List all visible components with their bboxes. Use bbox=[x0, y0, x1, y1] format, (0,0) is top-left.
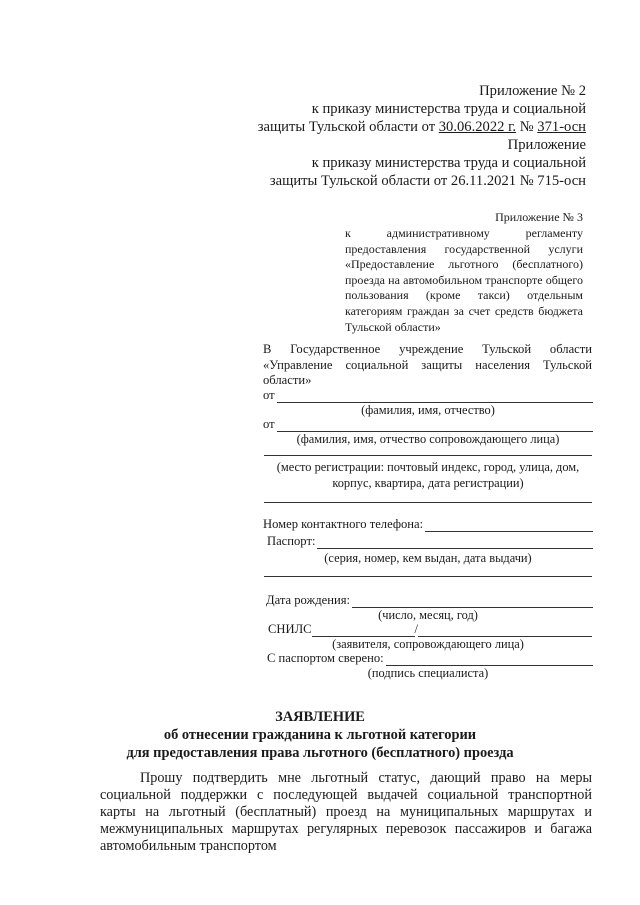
appendix-line2: к приказу министерства труда и социальной bbox=[311, 155, 586, 171]
statement-subtitle-1: об отнесении гражданина к льготной категории bbox=[163, 727, 477, 743]
statement-body: Прошу подтвердить мне льготный статус, дающий право на меры социальной поддержки с последующей выдачей социальной транспортной карты на льготный (бесплатный) проезд на муниципальных маршрутах и межмуниципальных маршрутах регулярных перевозок пассажиров и багажа автомобильным транспортом bbox=[100, 770, 592, 854]
statement-subtitle-2: для предоставления права льготного (бесплатного) проезда bbox=[126, 745, 514, 761]
from-field[interactable] bbox=[263, 388, 593, 403]
from-label: от bbox=[263, 388, 275, 402]
birth-label: Дата рождения: bbox=[266, 593, 350, 607]
snils-label: СНИЛС bbox=[268, 622, 312, 636]
hint-snils: (заявителя, сопровождающего лица) bbox=[332, 637, 524, 651]
appendix2-number-prefix: № bbox=[516, 119, 538, 135]
appendix-title: Приложение bbox=[507, 137, 586, 153]
birth-line[interactable] bbox=[352, 595, 593, 608]
phone-label: Номер контактного телефона: bbox=[263, 517, 424, 531]
snils-field[interactable] bbox=[268, 622, 592, 637]
from2-label: от bbox=[263, 417, 275, 431]
snils-applicant-line[interactable] bbox=[312, 624, 415, 637]
snils-separator: / bbox=[414, 622, 419, 636]
address-line-1[interactable] bbox=[264, 455, 592, 456]
appendix2-date: 30.06.2022 г. bbox=[438, 119, 517, 135]
passport-line-2[interactable] bbox=[264, 576, 592, 577]
from2-line[interactable] bbox=[277, 419, 593, 432]
from-companion-field[interactable] bbox=[263, 417, 593, 432]
passport-field[interactable] bbox=[267, 534, 593, 549]
hint-birth: (число, месяц, год) bbox=[378, 608, 478, 622]
birth-date-field[interactable] bbox=[266, 593, 593, 608]
appendix2-line3-prefix: защиты Тульской области от bbox=[257, 119, 439, 135]
appendix2-header bbox=[258, 82, 586, 190]
appendix3-text-block bbox=[345, 226, 583, 335]
hint-signature: (подпись специалиста) bbox=[367, 666, 489, 680]
verified-line[interactable] bbox=[386, 653, 593, 666]
statement-title: ЗАЯВЛЕНИЕ bbox=[275, 709, 365, 725]
snils-companion-line[interactable] bbox=[418, 624, 592, 637]
address-line-2[interactable] bbox=[264, 502, 592, 503]
appendix3-text: предоставления государственной услуги «Предоставление льготного (бесплатного) проезда на автомобильном транспорте общего пользования (кроме такси) отдельным категориям граждан за счет средств бюджета Тульской области» bbox=[345, 241, 583, 334]
passport-label: Паспорт: bbox=[267, 534, 316, 548]
appendix2-line2: к приказу министерства труда и социальной bbox=[311, 101, 586, 117]
appendix3-line1: к административному регламенту bbox=[345, 226, 583, 240]
verified-field[interactable] bbox=[267, 651, 593, 666]
phone-line[interactable] bbox=[425, 519, 593, 532]
appendix2-line3 bbox=[258, 118, 586, 136]
passport-line[interactable] bbox=[317, 536, 593, 549]
addressee-text: В Государственное учреждение Тульской области «Управление социальной защиты населения Тульской области» bbox=[263, 342, 592, 388]
appendix3-title: Приложение № 3 bbox=[495, 210, 583, 224]
hint-passport: (серия, номер, кем выдан, дата выдачи) bbox=[324, 551, 532, 565]
from-line[interactable] bbox=[277, 390, 593, 403]
hint-address-1: (место регистрации: почтовый индекс, город, улица, дом, bbox=[276, 460, 580, 474]
hint-fio-companion: (фамилия, имя, отчество сопровождающего лица) bbox=[296, 432, 560, 446]
appendix2-number: 371-осн bbox=[537, 119, 586, 135]
verified-label: С паспортом сверено: bbox=[267, 651, 384, 665]
appendix-line3: защиты Тульской области от 26.11.2021 № 715-осн bbox=[269, 173, 586, 189]
hint-address-2: корпус, квартира, дата регистрации) bbox=[332, 476, 524, 490]
phone-field[interactable] bbox=[263, 517, 593, 532]
hint-fio: (фамилия, имя, отчество) bbox=[361, 403, 495, 417]
appendix2-title: Приложение № 2 bbox=[479, 83, 586, 99]
